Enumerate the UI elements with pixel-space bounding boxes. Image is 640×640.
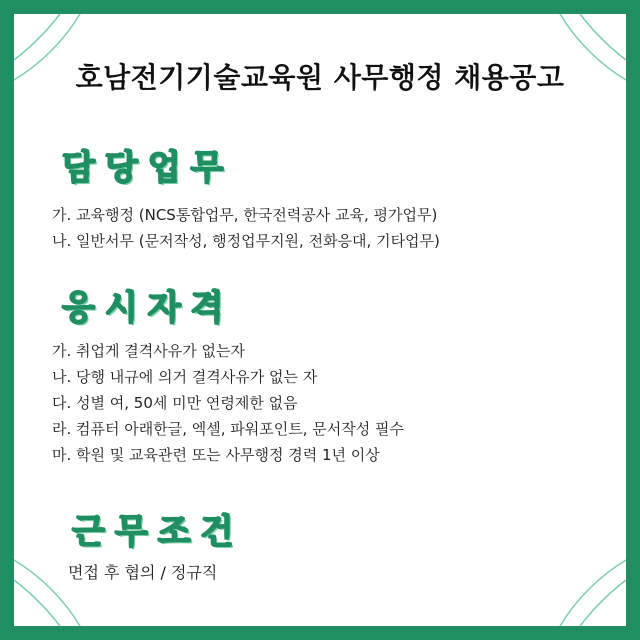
duty-item-2: 나. 일반서무 (문저작성, 행정업무지원, 전화응대, 기타업무) <box>52 232 440 250</box>
duty-item-1: 가. 교육행정 (NCS통합업무, 한국전력공사 교육, 평가업무) <box>52 206 438 224</box>
page-title: 호남전기기술교육원 사무행정 채용공고 <box>75 61 565 94</box>
qualification-item-2: 나. 당행 내규에 의거 결격사유가 없는 자 <box>52 368 318 386</box>
qualification-item-4: 라. 컴퓨터 아래한글, 엑셀, 파워포인트, 문서작성 필수 <box>52 420 404 438</box>
qualification-item-5: 마. 학원 및 교육관련 또는 사무행정 경력 1년 이상 <box>52 446 380 464</box>
section-heading-duties: 담당업무 <box>62 148 234 188</box>
qualification-item-3: 다. 성별 여, 50세 미만 연령제한 없음 <box>52 394 298 412</box>
condition-item-1: 면접 후 협의 / 정규직 <box>68 563 218 582</box>
section-heading-conditions: 근무조건 <box>72 512 244 552</box>
section-heading-qualifications: 응시자격 <box>62 288 234 328</box>
qualification-item-1: 가. 취업게 결격사유가 없는자 <box>52 342 245 360</box>
